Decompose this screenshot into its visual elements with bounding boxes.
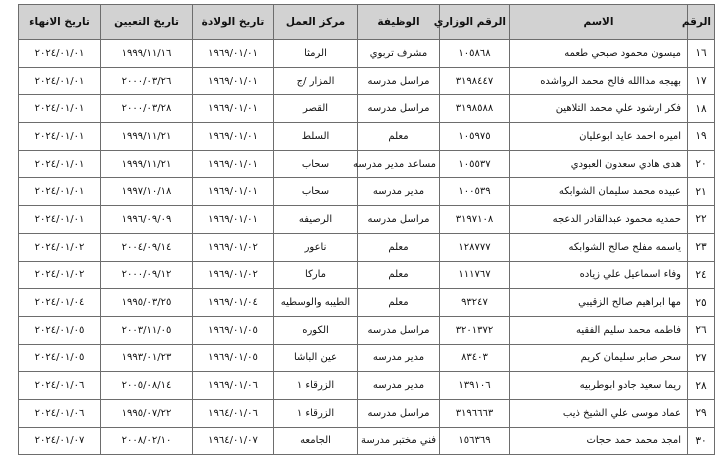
employee-table [18,4,715,455]
header-work-center: مركز العمل [274,5,358,40]
ministry-id-cell: ١٣٩١٠٦ [440,372,510,400]
birth-date-cell: ١٩٦٩/٠١/٠١ [193,95,274,123]
row-number-cell: ٢٥ [688,289,715,317]
birth-date-cell: ١٩٦٤/٠١/٠٦ [193,399,274,427]
birth-date-cell: ١٩٦٩/٠١/٠٢ [193,233,274,261]
end-date-cell: ٢٠٢٤/٠١/٠١ [19,206,101,234]
row-number-cell: ٢٤ [688,261,715,289]
work-center-cell: السلط [274,123,358,151]
hire-date-cell: ٢٠٠٠/٠٣/٢٨ [101,95,193,123]
hire-date-cell: ١٩٩٩/١١/٢١ [101,150,193,178]
hire-date-cell: ١٩٩٥/٠٧/٢٢ [101,399,193,427]
job-title-cell: مراسل مدرسه [358,206,440,234]
birth-date-cell: ١٩٦٩/٠١/٠٤ [193,289,274,317]
employee-name-cell: مها ابراهيم صالح الزقيبي [510,289,688,317]
ministry-id-cell: ١٠٥٩٧٥ [440,123,510,151]
table-body [19,40,715,455]
hire-date-cell: ١٩٩٣/٠١/٢٣ [101,344,193,372]
ministry-id-cell: ٩٣٢٤٧ [440,289,510,317]
row-number-cell: ١٩ [688,123,715,151]
work-center-cell: القصر [274,95,358,123]
work-center-cell: الزرقاء ١ [274,372,358,400]
table-row [19,427,715,455]
header-row [19,5,715,40]
table-row [19,123,715,151]
end-date-cell: ٢٠٢٤/٠١/٠١ [19,150,101,178]
end-date-cell: ٢٠٢٤/٠١/٠٦ [19,399,101,427]
table-row [19,344,715,372]
ministry-id-cell: ١٠٥٥٣٧ [440,150,510,178]
employee-name-cell: ياسمه مفلح صالح الشوابكه [510,233,688,261]
table-row [19,316,715,344]
work-center-cell: الجامعه [274,427,358,455]
employee-name-cell: فاطمه محمد سليم الفقيه [510,316,688,344]
work-center-cell: ناعور [274,233,358,261]
table-row [19,289,715,317]
table-row [19,399,715,427]
employee-name-cell: اميره احمد عايد ابوعليان [510,123,688,151]
birth-date-cell: ١٩٦٩/٠١/٠١ [193,150,274,178]
ministry-id-cell: ٣١٩٨٤٤٧ [440,67,510,95]
employee-name-cell: ريما سعيد جادو ابوطربيه [510,372,688,400]
hire-date-cell: ٢٠٠٠/٠٣/٢٦ [101,67,193,95]
header-job: الوظيفة [358,5,440,40]
hire-date-cell: ١٩٩٥/٠٣/٢٥ [101,289,193,317]
employee-name-cell: حمديه محمود عبدالقادر الدعجه [510,206,688,234]
row-number-cell: ٢٢ [688,206,715,234]
job-title-cell: مراسل مدرسه [358,399,440,427]
ministry-id-cell: ١٢٨٧٧٧ [440,233,510,261]
birth-date-cell: ١٩٦٩/٠١/٠٢ [193,261,274,289]
employee-name-cell: بهيجه مداالله فالح محمد الرواشده [510,67,688,95]
work-center-cell: الرصيفه [274,206,358,234]
ministry-id-cell: ٨٣٤٠٣ [440,344,510,372]
ministry-id-cell: ٣٢٠١٣٧٢ [440,316,510,344]
job-title-cell: مشرف تربوي [358,40,440,68]
birth-date-cell: ١٩٦٩/٠١/٠٦ [193,372,274,400]
birth-date-cell: ١٩٦٩/٠١/٠١ [193,178,274,206]
hire-date-cell: ٢٠٠٤/٠٩/١٤ [101,233,193,261]
end-date-cell: ٢٠٢٤/٠١/٠٥ [19,316,101,344]
end-date-cell: ٢٠٢٤/٠١/٠٧ [19,427,101,455]
birth-date-cell: ١٩٦٩/٠١/٠٥ [193,344,274,372]
job-title-cell: مساعد مدير مدرسه [358,150,440,178]
employee-name-cell: هدى هادي سعدون العبودي [510,150,688,178]
hire-date-cell: ٢٠٠٨/٠٢/١٠ [101,427,193,455]
row-number-cell: ٢٣ [688,233,715,261]
ministry-id-cell: ١١١٧٦٧ [440,261,510,289]
row-number-cell: ٢٨ [688,372,715,400]
table-row [19,150,715,178]
birth-date-cell: ١٩٦٩/٠١/٠٥ [193,316,274,344]
job-title-cell: مراسل مدرسه [358,95,440,123]
header-name: الاسم [510,5,688,40]
row-number-cell: ٢١ [688,178,715,206]
row-number-cell: ٢٠ [688,150,715,178]
ministry-id-cell: ١٠٠٥٣٩ [440,178,510,206]
row-number-cell: ١٦ [688,40,715,68]
header-hire-date: تاريخ التعيين [101,5,193,40]
header-end-date: تاريخ الانهاء [19,5,101,40]
ministry-id-cell: ٣١٩٧١٠٨ [440,206,510,234]
hire-date-cell: ٢٠٠٣/١١/٠٥ [101,316,193,344]
employee-name-cell: وفاء اسماعيل علي زياده [510,261,688,289]
end-date-cell: ٢٠٢٤/٠١/٠٢ [19,233,101,261]
job-title-cell: معلم [358,289,440,317]
job-title-cell: فني مختبر مدرسة [358,427,440,455]
hire-date-cell: ١٩٩٧/١٠/١٨ [101,178,193,206]
end-date-cell: ٢٠٢٤/٠١/٠٥ [19,344,101,372]
work-center-cell: ماركا [274,261,358,289]
employee-name-cell: ميسون محمود صبحي طعمه [510,40,688,68]
job-title-cell: معلم [358,123,440,151]
table-row [19,40,715,68]
job-title-cell: معلم [358,261,440,289]
ministry-id-cell: ١٥٦٣٦٩ [440,427,510,455]
job-title-cell: مدير مدرسه [358,344,440,372]
hire-date-cell: ٢٠٠٥/٠٨/١٤ [101,372,193,400]
end-date-cell: ٢٠٢٤/٠١/٠٦ [19,372,101,400]
ministry-id-cell: ٣١٩٦٦٦٣ [440,399,510,427]
header-birth-date: تاريخ الولادة [193,5,274,40]
table-row [19,95,715,123]
hire-date-cell: ١٩٩٦/٠٩/٠٩ [101,206,193,234]
end-date-cell: ٢٠٢٤/٠١/٠١ [19,95,101,123]
birth-date-cell: ١٩٦٩/٠١/٠١ [193,67,274,95]
birth-date-cell: ١٩٦٤/٠١/٠٧ [193,427,274,455]
header-ministry-id: الرقم الوزاري [440,5,510,40]
job-title-cell: مدير مدرسه [358,372,440,400]
row-number-cell: ١٨ [688,95,715,123]
work-center-cell: الكوره [274,316,358,344]
job-title-cell: مراسل مدرسه [358,316,440,344]
header-num: الرقم [688,5,715,40]
end-date-cell: ٢٠٢٤/٠١/٠٤ [19,289,101,317]
birth-date-cell: ١٩٦٩/٠١/٠١ [193,40,274,68]
employee-table-container [18,4,714,455]
employee-name-cell: عماد موسى علي الشيخ ذيب [510,399,688,427]
work-center-cell: الزرقاء ١ [274,399,358,427]
ministry-id-cell: ١٠٥٨٦٨ [440,40,510,68]
hire-date-cell: ٢٠٠٠/٠٩/١٢ [101,261,193,289]
end-date-cell: ٢٠٢٤/٠١/٠٢ [19,261,101,289]
hire-date-cell: ١٩٩٩/١١/٢١ [101,123,193,151]
row-number-cell: ٣٠ [688,427,715,455]
end-date-cell: ٢٠٢٤/٠١/٠١ [19,67,101,95]
work-center-cell: الرمثا [274,40,358,68]
birth-date-cell: ١٩٦٩/٠١/٠١ [193,206,274,234]
employee-name-cell: فكر ارشود علي محمد التلاهين [510,95,688,123]
end-date-cell: ٢٠٢٤/٠١/٠١ [19,123,101,151]
table-row [19,178,715,206]
work-center-cell: سحاب [274,150,358,178]
job-title-cell: مراسل مدرسه [358,67,440,95]
row-number-cell: ٢٩ [688,399,715,427]
row-number-cell: ٢٧ [688,344,715,372]
job-title-cell: مدير مدرسه [358,178,440,206]
hire-date-cell: ١٩٩٩/١١/١٦ [101,40,193,68]
table-row [19,206,715,234]
birth-date-cell: ١٩٦٩/٠١/٠١ [193,123,274,151]
work-center-cell: عين الباشا [274,344,358,372]
row-number-cell: ١٧ [688,67,715,95]
job-title-cell: معلم [358,233,440,261]
employee-name-cell: عبيده محمد سليمان الشوابكه [510,178,688,206]
ministry-id-cell: ٣١٩٨٥٨٨ [440,95,510,123]
table-row [19,372,715,400]
work-center-cell: سحاب [274,178,358,206]
end-date-cell: ٢٠٢٤/٠١/٠١ [19,178,101,206]
employee-name-cell: سحر صابر سليمان كريم [510,344,688,372]
table-row [19,261,715,289]
work-center-cell: المزار /ج [274,67,358,95]
employee-name-cell: امجد محمد حمد حجات [510,427,688,455]
end-date-cell: ٢٠٢٤/٠١/٠١ [19,40,101,68]
table-row [19,233,715,261]
work-center-cell: الطيبه والوسطيه [274,289,358,317]
table-row [19,67,715,95]
row-number-cell: ٢٦ [688,316,715,344]
